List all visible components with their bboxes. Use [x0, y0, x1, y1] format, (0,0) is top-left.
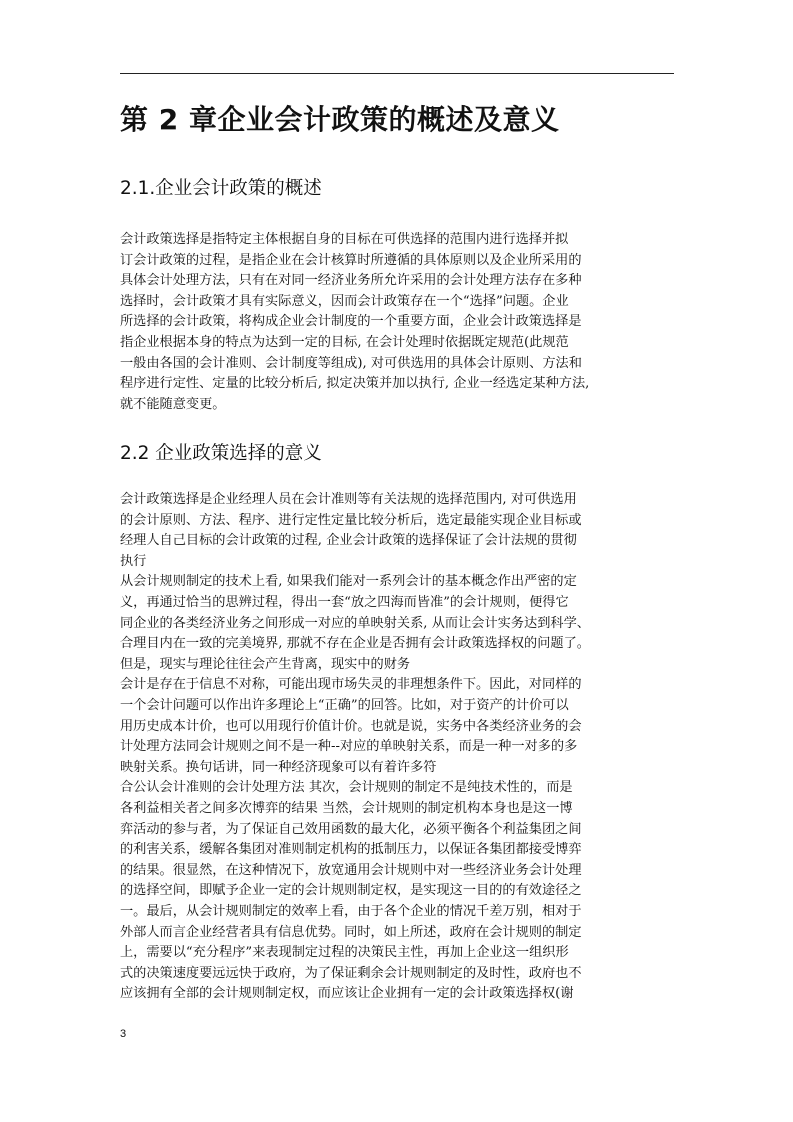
paragraph-line: 上，需要以“充分程序”来表现制定过程的决策民主性，再加上企业这一组织形 [120, 945, 569, 961]
paragraph-line: 外部人而言企业经营者具有信息优势。同时，如上所述，政府在会计规则的制定 [120, 924, 582, 940]
paragraph-line: 计处理方法同会计规则之间不是一种--对应的单映射关系，而是一种一对多的多 [120, 739, 578, 755]
paragraph-line: 执行 [120, 553, 147, 569]
paragraph-line: 合公认会计准则的会计处理方法 其次，会计规则的制定不是纯技术性的，而是 [120, 780, 573, 796]
paragraph-line: 应该拥有全部的会计规则制定权，而应该让企业拥有一定的会计政策选择权(谢 [120, 986, 574, 1002]
paragraph-line: 义，再通过恰当的思辨过程，得出一套“放之四海而皆准”的会计规则，便得它 [120, 595, 569, 610]
paragraph-line: 弈活动的参与者，为了保证自己效用函数的最大化，必须平衡各个利益集团之间 [120, 821, 582, 837]
paragraph-line: 合理目内在一致的完美境界, 那就不存在企业是否拥有会计政策选择权的问题了。 [120, 636, 590, 652]
paragraph-line: 会计政策选择是企业经理人员在会计准则等有关法规的选择范围内, 对可供选用 [120, 492, 577, 507]
section-title-2-2: 2.2 企业政策选择的意义 [120, 443, 322, 464]
paragraph-line: 订会计政策的过程，是指企业在会计核算时所遵循的具体原则以及企业所采用的 [120, 252, 582, 268]
paragraph-line: 用历史成本计价，也可以用现行价值计价。也就是说，实务中各类经济业务的会 [120, 718, 582, 734]
paragraph-line: 一般由各国的会计准则、会计制度等组成), 对可供选用的具体会计原则、方法和 [120, 355, 582, 371]
paragraph-line: 就不能随意变更。 [120, 396, 226, 412]
paragraph-line: 一个会计问题可以作出许多理论上“正确”的回答。比如，对于资产的计价可以 [120, 698, 569, 713]
paragraph-line: 同企业的各类经济业务之间形成一对应的单映射关系, 从而让会计实务达到科学、 [120, 615, 590, 631]
paragraph-line: 指企业根据本身的特点为达到一定的目标, 在会计处理时依据既定规范(此规范 [120, 335, 569, 350]
paragraph-line: 会计政策选择是指特定主体根据自身的目标在可供选择的范围内进行选择并拟 [120, 232, 569, 247]
paragraph-line: 从会计规则制定的技术上看, 如果我们能对一系列会计的基本概念作出严密的定 [120, 574, 577, 590]
paragraph-line: 程序进行定性、定量的比较分析后, 拟定决策并加以执行, 企业一经选定某种方法, [120, 376, 590, 392]
paragraph-line: 具体会计处理方法，只有在对同一经济业务所允许采用的会计处理方法存在多种 [120, 273, 582, 289]
paragraph-line: 映射关系。换句话讲，同一种经济现象可以有着许多符 [120, 759, 437, 775]
header-rule [120, 73, 674, 74]
paragraph-line: 的选择空间，即赋予企业一定的会计规则制定权，是实现这一目的的有效途径之 [120, 883, 582, 899]
paragraph-line: 所选择的会计政策，将构成企业会计制度的一个重要方面，企业会计政策选择是 [120, 314, 582, 330]
paragraph-line: 选择时，会计政策才具有实际意义，因而会计政策存在一个“选择”问题。企业 [120, 293, 569, 309]
paragraph-line: 式的决策速度要远远快于政府，为了保证剩余会计规则制定的及时性，政府也不 [120, 965, 582, 981]
paragraph-line: 的利害关系，缓解各集团对准则制定机构的抵制压力，以保证各集团都接受博弈 [120, 842, 582, 858]
paragraph-line: 经理人自己目标的会计政策的过程, 企业会计政策的选择保证了会计法规的贯彻 [120, 533, 577, 549]
paragraph-line: 会计是存在于信息不对称，可能出现市场失灵的非理想条件下。因此，对同样的 [120, 677, 582, 693]
page-number: 3 [120, 1028, 127, 1040]
paragraph-line: 但是，现实与理论往往会产生背离，现实中的财务 [120, 656, 411, 672]
chapter-title: 第 2 章企业会计政策的概述及意义 [120, 103, 560, 136]
section-title-2-1: 2.1.企业会计政策的概述 [120, 178, 322, 199]
paragraph-line: 的结果。很显然，在这种情况下，放宽通用会计规则中对一些经济业务会计处理 [120, 862, 582, 878]
paragraph-line: 各利益相关者之间多次博弈的结果 当然，会计规则的制定机构本身也是这一博 [120, 801, 573, 816]
paragraph-line: 的会计原则、方法、程序、进行定性定量比较分析后，选定最能实现企业目标或 [120, 512, 582, 528]
paragraph-line: 一。最后，从会计规则制定的效率上看，由于各个企业的情况千差万别，相对于 [120, 904, 582, 919]
